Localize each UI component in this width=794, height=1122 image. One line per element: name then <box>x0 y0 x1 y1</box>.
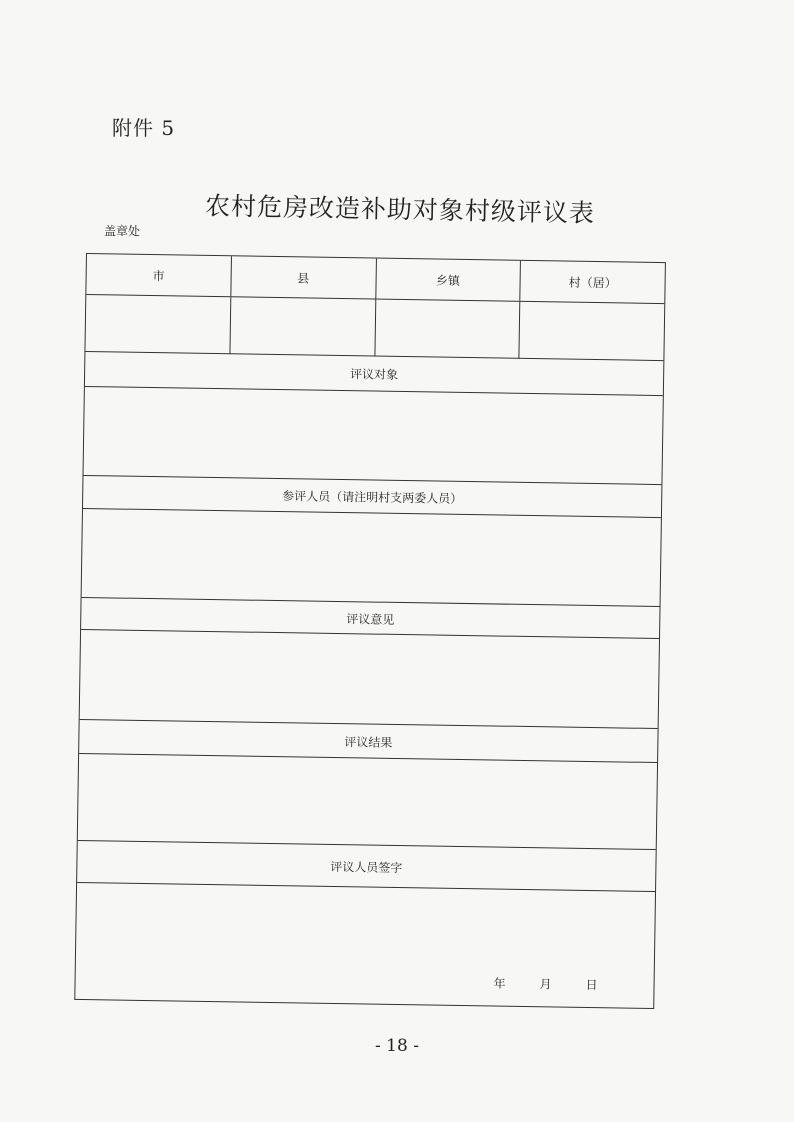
header-county: 县 <box>231 256 376 298</box>
township-field[interactable] <box>375 300 521 359</box>
village-field[interactable] <box>520 302 665 361</box>
opinion-field[interactable] <box>80 629 659 729</box>
section-title-signature: 评议人员签字 <box>330 859 403 875</box>
attachment-label: 附件 5 <box>112 116 176 140</box>
date-day: 日 <box>585 977 598 993</box>
header-village: 村（居） <box>568 275 617 290</box>
page-number: - 18 - <box>375 1036 419 1056</box>
result-field[interactable] <box>78 753 657 850</box>
date-year: 年 <box>493 976 506 991</box>
section-title-result: 评议结果 <box>344 734 393 750</box>
city-field[interactable] <box>85 295 231 354</box>
evaluation-form <box>74 253 666 1009</box>
header-city: 市 <box>86 254 231 296</box>
signature-field[interactable] <box>75 882 655 1008</box>
section-title-participants: 参评人员（请注明村支两委人员） <box>282 489 463 506</box>
target-field[interactable] <box>83 386 662 485</box>
date-line <box>493 974 597 993</box>
header-township: 乡镇 <box>376 259 521 301</box>
county-field[interactable] <box>230 297 376 356</box>
section-title-target: 评议对象 <box>350 367 399 382</box>
date-month: 月 <box>539 977 552 992</box>
seal-label: 盖章处 <box>104 224 141 238</box>
section-title-opinion: 评议意见 <box>346 611 395 627</box>
page-title: 农村危房改造补助对象村级评议表 <box>204 191 596 228</box>
participants-field[interactable] <box>82 508 661 607</box>
location-input-row <box>85 294 664 361</box>
